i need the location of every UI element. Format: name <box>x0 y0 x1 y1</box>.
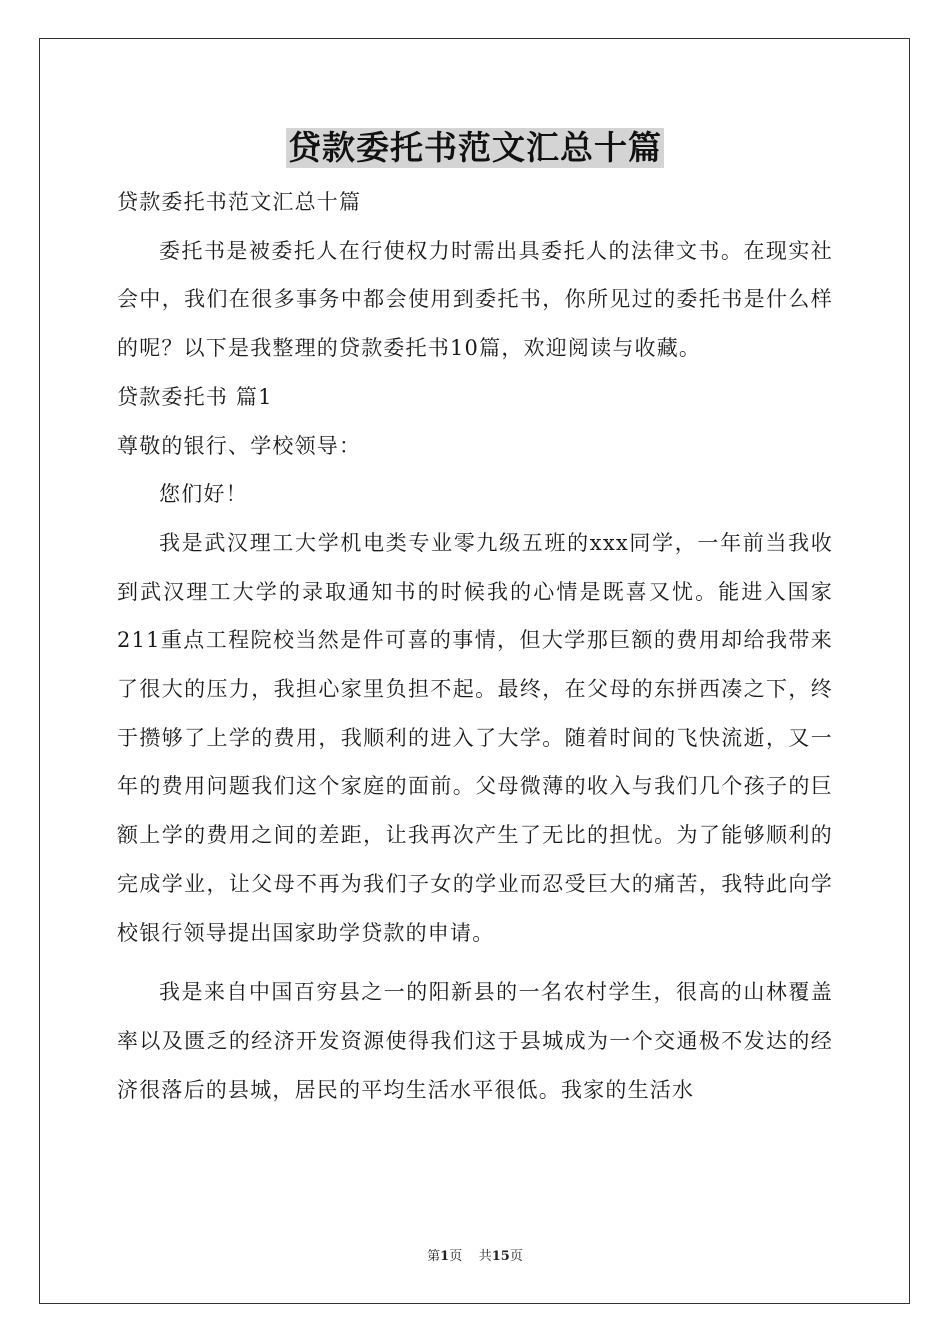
title-wrap <box>0 128 950 168</box>
intro-paragraph: 委托书是被委托人在行使权力时需出具委托人的法律文书。在现实社会中，我们在很多事务中都会使用到委托书，你所见过的委托书是什么样的呢？以下是我整理的贷款委托书10篇，欢迎阅读与收藏。 <box>117 238 833 361</box>
greeting: 您们好！ <box>159 482 248 507</box>
footer-page-current: 1 <box>440 1249 450 1264</box>
subtitle-line: 贷款委托书范文汇总十篇 <box>117 190 362 214</box>
document-body <box>117 178 833 1114</box>
footer-total-suffix: 页 <box>509 1249 523 1264</box>
body-paragraph: 我是来自中国百穷县之一的阳新县的一名农村学生，很高的山林覆盖率以及匮乏的经济开发资源使得我们这于县城成为一个交通极不发达的经济很落后的县城，居民的平均生活水平很低。我家的生活水 <box>117 980 833 1102</box>
document-title: 贷款委托书范文汇总十篇 <box>288 128 662 167</box>
footer-total-prefix: 共 <box>478 1249 492 1264</box>
section-heading: 贷款委托书 篇1 <box>117 384 273 409</box>
body-paragraph: 我是武汉理工大学机电类专业零九级五班的xxx同学，一年前当我收到武汉理工大学的录取通知书的时候我的心情是既喜又忧。能进入国家211重点工程院校当然是件可喜的事情，但大学那巨额的费用却给我带来了很大的压力，我担心家里负担不起。最终，在父母的东拼西凑之下，终于攒够了上学的费用，我顺利的进入了大学。随着时间的飞快流逝，又一年的费用问题我们这个家庭的面前。父母微薄的收入与我们几个孩子的巨额上学的费用之间的差距，让我再次产生了无比的担忧。为了能够顺利的完成学业，让父母不再为我们子女的学业而忍受巨大的痛苦，我特此向学校银行领导提出国家助学贷款的申请。 <box>117 530 833 945</box>
salutation: 尊敬的银行、学校领导： <box>117 433 362 458</box>
footer-page-suffix: 页 <box>449 1249 463 1264</box>
footer-page-prefix: 第 <box>427 1249 441 1264</box>
footer-page-total: 15 <box>491 1249 510 1264</box>
page-footer <box>0 1248 950 1266</box>
